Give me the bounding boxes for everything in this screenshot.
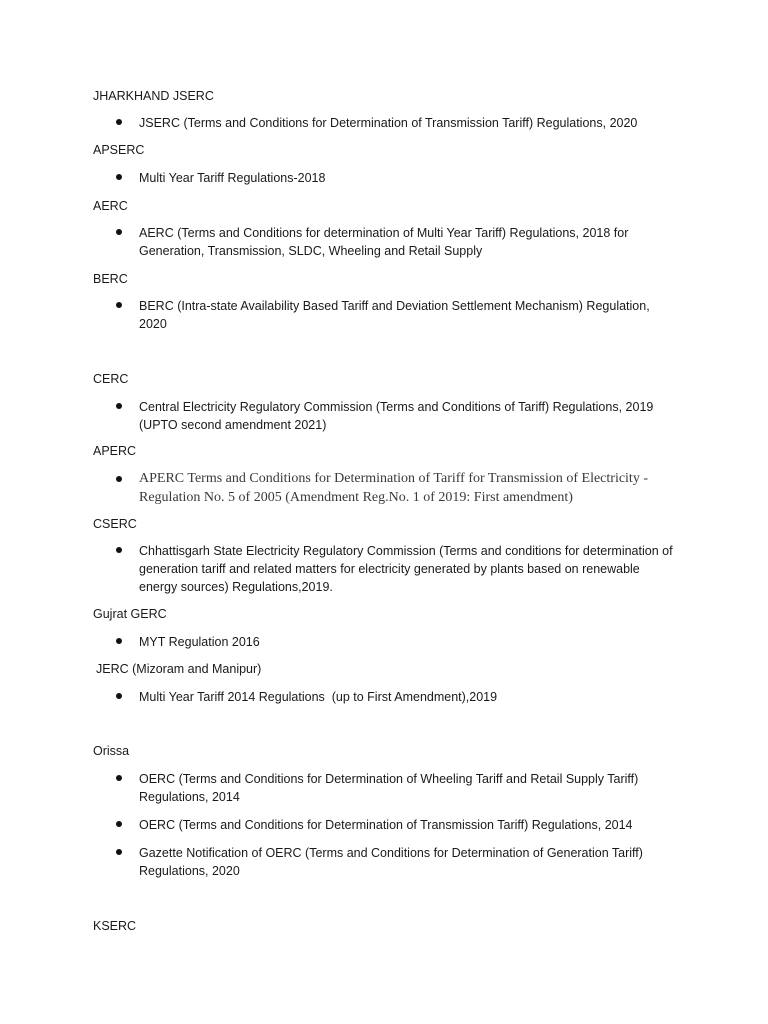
bullet-icon	[116, 547, 122, 553]
bullet-icon	[116, 638, 122, 644]
bullet-icon	[116, 174, 122, 180]
bullet-icon	[116, 302, 122, 308]
list-item: JSERC (Terms and Conditions for Determination of Transmission Tariff) Regulations, 2020	[139, 116, 638, 130]
list-item: MYT Regulation 2016	[139, 635, 260, 649]
bullet-icon	[116, 476, 122, 482]
section-heading-orissa: Orissa	[93, 744, 130, 758]
bullet-icon	[116, 229, 122, 235]
section-heading-cerc: CERC	[93, 372, 129, 386]
bullet-icon	[116, 775, 122, 781]
section-heading-aerc: AERC	[93, 199, 128, 213]
list-item: Multi Year Tariff 2014 Regulations (up to First Amendment),2019	[139, 690, 498, 704]
bullet-icon	[116, 821, 122, 827]
section-heading-gerc: Gujrat GERC	[93, 607, 167, 621]
bullet-icon	[116, 403, 122, 409]
bullet-icon	[116, 693, 122, 699]
section-heading-cserc: CSERC	[93, 517, 137, 531]
list-item: Multi Year Tariff Regulations-2018	[139, 171, 326, 185]
section-heading-aperc: APERC	[93, 444, 137, 458]
section-heading-jerc: JERC (Mizoram and Manipur)	[96, 662, 262, 676]
bullet-icon	[116, 849, 122, 855]
list-item: AERC (Terms and Conditions for determination of Multi Year Tariff) Regulations, 2018 for Generation, Transmission, SLDC, Wheeling and Retail Supply	[139, 226, 629, 258]
list-item: Gazette Notification of OERC (Terms and Conditions for Determination of Generation Tariff) Regulations, 2020	[139, 846, 643, 878]
bullet-icon	[116, 119, 122, 125]
section-heading-apserc: APSERC	[93, 143, 145, 157]
list-item: Central Electricity Regulatory Commission (Terms and Conditions of Tariff) Regulations, 2019 (UPTO second amendment 2021)	[139, 400, 654, 432]
section-heading-berc: BERC	[93, 272, 128, 286]
list-item: APERC Terms and Conditions for Determination of Tariff for Transmission of Electricity - Regulation No. 5 of 2005 (Amendment Reg.No. 1 of 2019: First amendment)	[139, 471, 648, 505]
list-item: OERC (Terms and Conditions for Determination of Wheeling Tariff and Retail Supply Tariff) Regulations, 2014	[139, 772, 639, 804]
list-item: BERC (Intra-state Availability Based Tariff and Deviation Settlement Mechanism) Regulation, 2020	[139, 299, 650, 331]
section-heading-jserc: JHARKHAND JSERC	[93, 89, 214, 103]
list-item: Chhattisgarh State Electricity Regulatory Commission (Terms and conditions for determination of generation tariff and related matters for electricity generated by plants based on renewable energy sources) Regulations,2019.	[139, 544, 673, 594]
list-item: OERC (Terms and Conditions for Determination of Transmission Tariff) Regulations, 2014	[139, 818, 633, 832]
section-heading-kserc: KSERC	[93, 919, 137, 933]
